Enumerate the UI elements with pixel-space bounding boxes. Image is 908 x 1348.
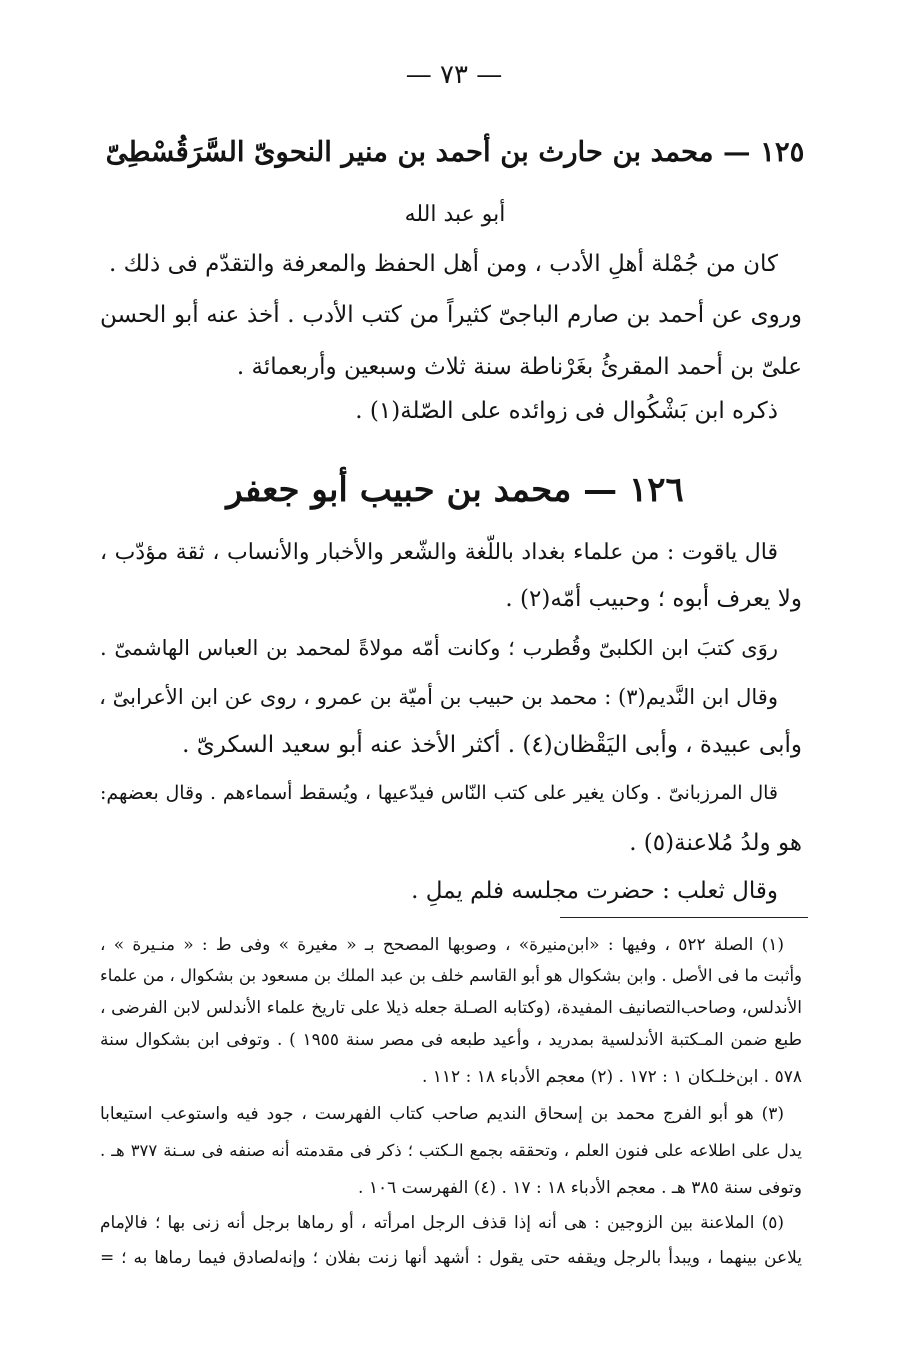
page-number: — ٧٣ — xyxy=(405,60,503,90)
footnote-line: وتوفى سنة ٣٨٥ هـ . معجم الأدباء ١٨ : ١٧ . (٤) الفهرست ١٠٦ . xyxy=(358,1178,802,1198)
text-line: وروى عن أحمد بن صارم الباجىّ كثيراً من كتب الأدب . أخذ عنه أبو الحسن xyxy=(100,302,802,328)
footnote-line: (٥) الملاعنة بين الزوجين : هى أنه إذا قذف الرجل امرأته ، أو رماها برجل أنه زنى بها ؛ فالإمام xyxy=(100,1213,784,1233)
text-line: كان من جُمْلة أهلِ الأدب ، ومن أهل الحفظ والمعرفة والتقدّم فى ذلك . xyxy=(109,251,778,277)
footnote-line: وأثبت ما فى الأصل . وابن بشكوال هو أبو القاسم خلف بن عبد الملك بن مسعود بن بشكوال ، من علماء xyxy=(100,966,802,985)
footnote-line: (٣) هو أبو الفرج محمد بن إسحاق النديم صاحب كتاب الفهرست ، جود فيه واستوعب استيعابا xyxy=(100,1104,784,1124)
footnote-line: الأندلس، وصاحب‌التصانيف المفيدة، (وكتابه الصـلة جعله ذيلا على تاريخ علماء الأندلس لابن الفرضى ، xyxy=(100,998,802,1018)
footnote-line: (١) الصلة ٥٢٢ ، وفيها : «ابن‌منيرة» ، وصوبها المصحح بـ « مغيرة » وفى ط : « منـيرة » ، xyxy=(100,935,784,955)
text-line: وقال ابن النَّديم(٣) : محمد بن حبيب بن أميّة بن عمرو ، روى عن ابن الأعرابىّ ، xyxy=(99,685,778,709)
footnote-line: ٥٧٨ . ابن‌خلـكان ١ : ١٧٢ . (٢) معجم الأدباء ١٨ : ١١٢ . xyxy=(421,1067,802,1087)
text-line: هو ولدُ مُلاعنة(٥) . xyxy=(629,830,802,856)
entry-kunya-125: أبو عبد الله xyxy=(404,202,506,227)
text-line: وقال ثعلب : حضرت مجلسه فلم يملِ . xyxy=(411,878,778,904)
footnote-line: طبع ضمن المـكتبة الأندلسية بمدريد ، وأعيد طبعه فى مصر سنة ١٩٥٥ ) . وتوفى ابن بشكوال سنة xyxy=(100,1030,802,1050)
text-line: علىّ بن أحمد المقرئُ بغَرْناطة سنة ثلاث وسبعين وأربعمائة . xyxy=(236,354,802,380)
entry-heading-126: ١٢٦ — محمد بن حبيب أبو جعفر xyxy=(226,470,684,510)
text-line: قال ياقوت : من علماء بغداد باللّغة والشّعر والأخبار والأنساب ، ثقة مؤدّب ، xyxy=(100,540,778,565)
text-line: قال المرزبانىّ . وكان يغير على كتب النّاس فيدّعيها ، ويُسقط أسماءهم . وقال بعضهم: xyxy=(100,782,778,804)
footnote-line: يلاعن بينهما ، ويبدأ بالرجل ويقفه حتى يقول : أشهد أنها زنت بفلان ؛ وإنه‌لصادق فيما رماها به ؛ = xyxy=(100,1248,802,1268)
text-line: وأبى عبيدة ، وأبى اليَقْظان(٤) . أكثر الأخذ عنه أبو سعيد السكرىّ . xyxy=(182,732,802,758)
entry-heading-125: ١٢٥ — محمد بن حارث بن أحمد بن منير النحوىّ السَّرَقُسْطِىّ xyxy=(105,136,805,168)
footnote-divider xyxy=(560,917,808,918)
text-line: ذكره ابن بَشْكُوال فى زوائده على الصّلة(١) . xyxy=(355,398,778,424)
text-line: ولا يعرف أبوه ؛ وحبيب أمّه(٢) . xyxy=(505,586,802,612)
text-line: روَى كتبَ ابن الكلبىّ وقُطرب ؛ وكانت أمّه مولاةً لمحمد بن العباس الهاشمىّ . xyxy=(100,636,778,660)
footnote-line: يدل على اطلاعه على فنون العلم ، وتحققه بجمع الـكتب ؛ ذكر فى مقدمته أنه صنفه فى سـنة ٣٧٧ هـ . xyxy=(100,1141,802,1160)
